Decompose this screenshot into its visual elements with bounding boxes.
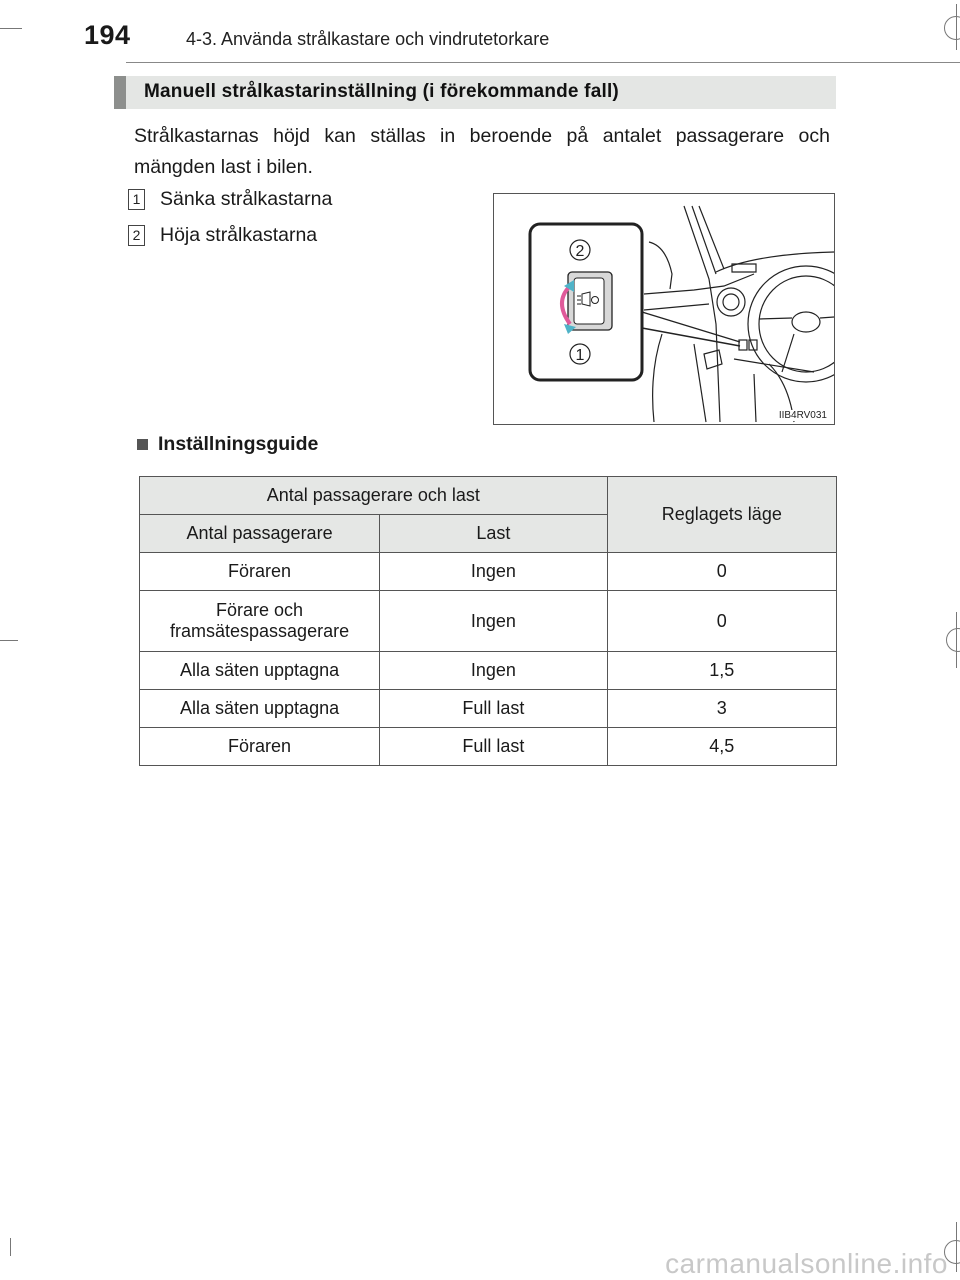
- header-rule: [126, 62, 960, 63]
- dashboard-drawing: [494, 194, 834, 424]
- intro-paragraph: Strålkastarnas höjd kan ställas in beroende på antalet passagerare och mängden last i bilen.: [134, 125, 830, 178]
- numbered-item-2: [128, 224, 317, 247]
- table-cell-load: Ingen: [380, 591, 608, 652]
- table-cell-position: 4,5: [607, 728, 836, 766]
- table-row: [140, 553, 837, 591]
- table-cell-load: Full last: [380, 690, 608, 728]
- table-row: [140, 690, 837, 728]
- table-cell-load: Full last: [380, 728, 608, 766]
- chapter-title: 4-3. Använda strålkastare och vindrutetorkare: [186, 29, 550, 49]
- crop-mark: [956, 1222, 957, 1272]
- table-cell-passengers: Förare och framsätespassagerare: [140, 591, 380, 652]
- crop-mark: [0, 28, 22, 29]
- guide-heading: [137, 433, 318, 456]
- table-cell-position: 1,5: [607, 652, 836, 690]
- table-row: [140, 652, 837, 690]
- callout-1: [570, 344, 590, 364]
- page-number: 194: [84, 20, 131, 50]
- square-bullet-icon: [137, 439, 148, 450]
- table-row: [140, 728, 837, 766]
- table-cell-passengers: Föraren: [140, 553, 380, 591]
- crop-mark: [0, 640, 18, 641]
- crop-mark: [10, 1238, 11, 1256]
- figure-code: IIB4RV031: [778, 410, 827, 421]
- svg-text:2: 2: [575, 243, 585, 260]
- table-cell-position: 3: [607, 690, 836, 728]
- crop-mark: [956, 612, 957, 668]
- table-position-header: Reglagets läge: [607, 477, 836, 553]
- number-badge: 1: [128, 189, 145, 210]
- registration-mark: [946, 628, 960, 652]
- headlight-leveling-illustration: [493, 193, 835, 425]
- numbered-item-label: Sänka strålkastarna: [160, 188, 333, 210]
- table-group-header: Antal passagerare och last: [140, 477, 608, 515]
- table-cell-load: Ingen: [380, 553, 608, 591]
- registration-mark: [944, 16, 960, 40]
- table-cell-position: 0: [607, 553, 836, 591]
- section-title: Manuell strålkastarinställning (i förekommande fall): [144, 81, 619, 102]
- table-row: [140, 591, 837, 652]
- callout-2: [570, 240, 590, 260]
- numbered-item-1: [128, 188, 332, 211]
- table-cell-passengers: Alla säten upptagna: [140, 690, 380, 728]
- svg-text:1: 1: [575, 347, 585, 364]
- section-heading-bar: [114, 76, 836, 109]
- table-cell-load: Ingen: [380, 652, 608, 690]
- number-badge: 2: [128, 225, 145, 246]
- guide-heading-text: Inställningsguide: [158, 433, 319, 455]
- table-cell-passengers: Alla säten upptagna: [140, 652, 380, 690]
- table-passengers-header: Antal passagerare: [140, 515, 380, 553]
- table-load-header: Last: [380, 515, 608, 553]
- table-cell-passengers: Föraren: [140, 728, 380, 766]
- numbered-item-label: Höja strålkastarna: [160, 224, 318, 246]
- table-cell-position: 0: [607, 591, 836, 652]
- watermark: carmanualsonline.info: [665, 1248, 948, 1279]
- settings-table: [139, 476, 837, 766]
